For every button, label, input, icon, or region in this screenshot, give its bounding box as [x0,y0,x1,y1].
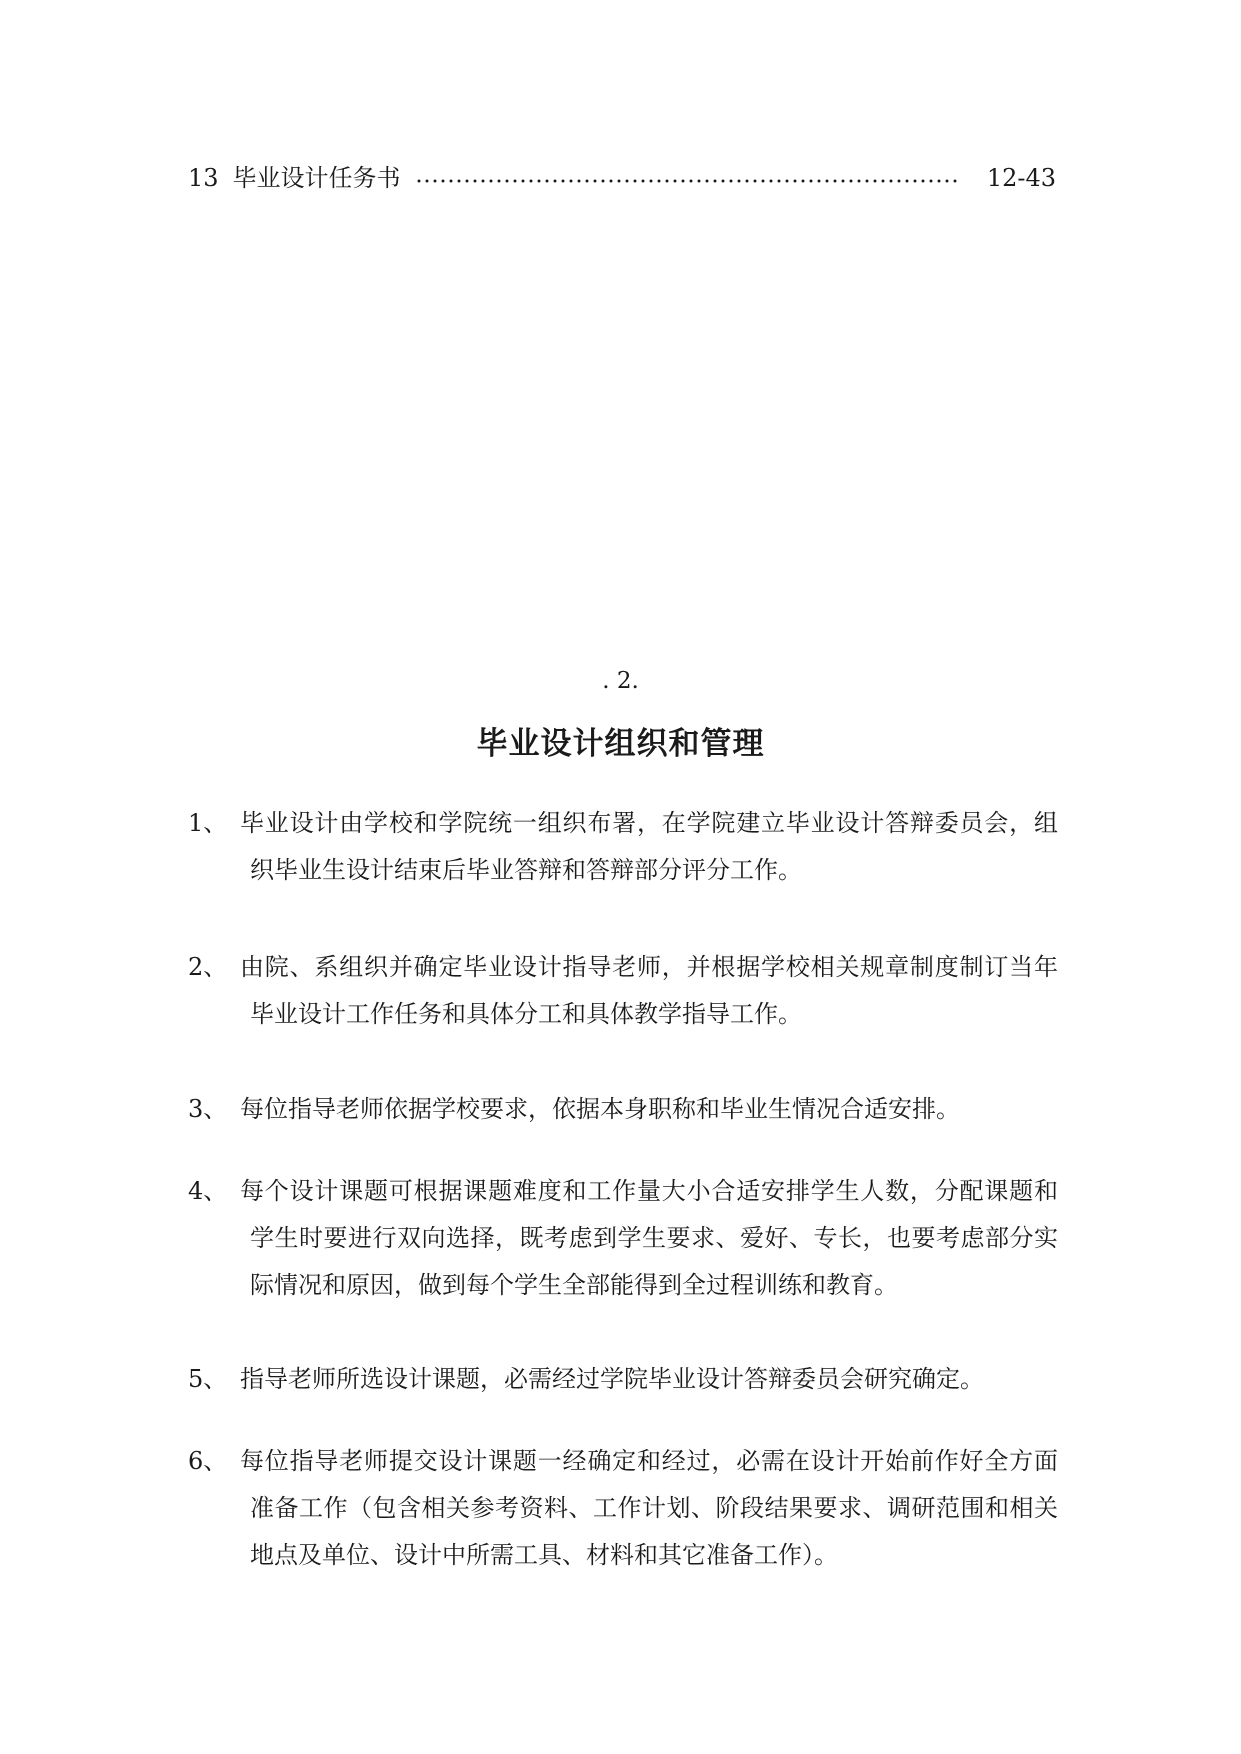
section-title: 毕业设计组织和管理 [476,726,765,762]
list-item-text-line: 毕业设计由学校和学院统一组织布署，在学院建立毕业设计答辩委员会，组 [240,809,1058,837]
list-item [188,1086,1058,1133]
list-item-text-line: 毕业设计工作任务和具体分工和具体教学指导工作。 [250,1000,802,1028]
list-item [188,1168,1058,1309]
list-item [188,1438,1058,1579]
list-item [188,944,1058,1038]
list-item-number: 1、 [188,809,228,837]
list-item-text-line: 指导老师所选设计课题，必需经过学院毕业设计答辩委员会研究确定。 [240,1365,984,1393]
toc-entry-title: 毕业设计任务书 [232,164,401,192]
list-item-text-line: 学生时要进行双向选择，既考虑到学生要求、爱好、专长，也要考虑部分实 [250,1224,1058,1252]
list-item-number: 2、 [188,953,228,981]
list-item-text-line: 每个设计课题可根据课题难度和工作量大小合适安排学生人数，分配课题和 [240,1177,1058,1205]
list-item [188,800,1058,894]
list-item-number: 6、 [188,1447,228,1475]
list-item-text-line: 织毕业生设计结束后毕业答辩和答辩部分评分工作。 [250,856,802,884]
list-item-text-line: 际情况和原因，做到每个学生全部能得到全过程训练和教育。 [250,1271,898,1299]
toc-entry-number: 13 [188,164,219,192]
list-item-text-line: 由院、系组织并确定毕业设计指导老师，并根据学校相关规章制度制订当年 [240,953,1058,981]
page-number: . 2. [602,668,639,694]
list-item-text-line: 地点及单位、设计中所需工具、材料和其它准备工作）。 [250,1541,838,1569]
list-item-text-line: 每位指导老师提交设计课题一经确定和经过，必需在设计开始前作好全方面 [240,1447,1058,1475]
list-item-number: 3、 [188,1095,228,1123]
toc-dot-leader [415,179,959,183]
list-item [188,1356,1058,1403]
list-item-number: 5、 [188,1365,228,1393]
list-item-number: 4、 [188,1177,228,1205]
list-item-text-line: 准备工作（包含相关参考资料、工作计划、阶段结果要求、调研范围和相关 [250,1494,1058,1522]
toc-entry[interactable] [188,158,1056,198]
toc-entry-pages: 12-43 [986,164,1056,192]
list-item-text-line: 每位指导老师依据学校要求，依据本身职称和毕业生情况合适安排。 [240,1095,960,1123]
